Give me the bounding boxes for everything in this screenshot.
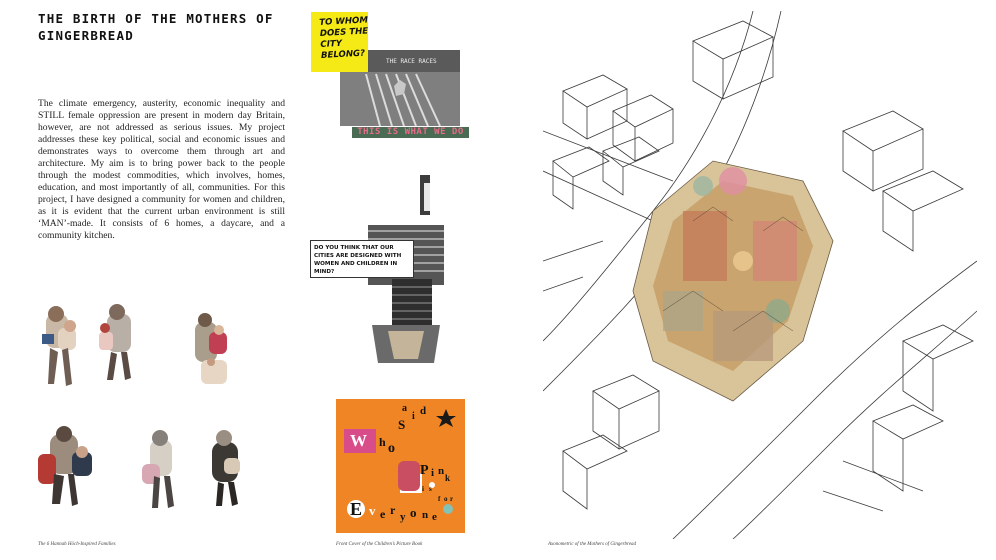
book-letter: o (444, 495, 448, 503)
city-question-text: TO WHOM DOES THE CITY BELONG? (319, 15, 369, 61)
family-collage-4 (36, 424, 98, 508)
book-letter: e (432, 511, 437, 523)
book-letter: f (438, 495, 441, 503)
book-letter: P (420, 463, 429, 478)
book-letter: y (400, 511, 406, 523)
book-letter: h (379, 435, 386, 449)
women-question-box: DO YOU THINK THAT OUR CITIES ARE DESIGNED WITH WOMEN AND CHILDREN IN MIND? (310, 240, 414, 278)
book-letter: d (420, 405, 427, 417)
book-letter: o (388, 441, 395, 456)
project-description: The climate emergency, austerity, economic inequality and STILL female oppression are present in modern day Britain, however, are not addressed as serious issues. My project addresses these key political, social and economic issues and demonstrates ways to overcome them through art and architecture. My aim is to bring power back to the people through the modest commodities, which involves, homes, education, and most importantly of all, communities. For this project, I have designed a community for women and children, as it is evident that the current urban environment is still ‘MAN’-made. It consists of 6 homes, a daycare, and a community kitchen. (38, 98, 285, 241)
book-letter: i (422, 485, 424, 493)
axonometric-caption: Axonometric of the Mothers of Gingerbread (548, 542, 636, 547)
axonometric-drawing (543, 11, 977, 539)
book-letter: v (369, 503, 376, 518)
book-letter: S (398, 417, 406, 432)
book-letter: i (412, 411, 415, 422)
book-caption: Front Cover of the Children’s Picture Book (336, 542, 423, 547)
graffiti-text: THE RACE RACES (386, 58, 437, 65)
book-letter: a (402, 403, 407, 414)
family-collage-1 (40, 304, 84, 390)
city-question-box (311, 12, 368, 72)
what-we-do-banner: THIS IS WHAT WE DO (352, 127, 469, 138)
book-letter: r (450, 495, 454, 503)
book-letter: k (445, 473, 451, 483)
family-collage-5 (140, 428, 184, 510)
family-collage-3 (187, 308, 237, 390)
book-letter: e (380, 507, 386, 521)
book-letter: n (438, 465, 445, 477)
book-cover (336, 399, 465, 533)
book-letter: s (429, 485, 432, 493)
family-collage-6 (204, 428, 248, 508)
family-collage-2 (95, 302, 139, 384)
book-letter-w: W (350, 431, 367, 450)
book-letter: E (350, 499, 363, 519)
book-letter: i (431, 467, 435, 479)
book-letter: n (422, 509, 429, 521)
page-title: THE BIRTH OF THE MOTHERS OF GINGERBREAD (38, 11, 274, 43)
families-caption: The 6 Hannah Höch-Inspired Families (38, 542, 116, 547)
book-letter: o (410, 505, 417, 520)
book-letter: r (390, 503, 396, 517)
